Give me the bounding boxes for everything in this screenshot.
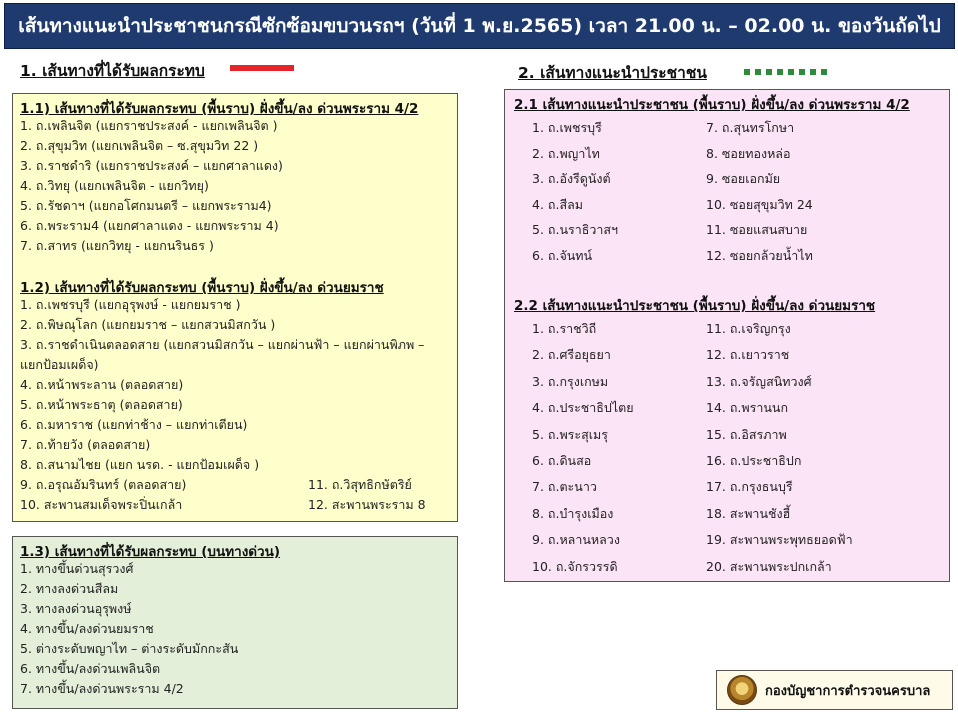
list-item: 11. ถ.วิสุทธิกษัตริย์	[308, 477, 412, 492]
list-item: 12. ซอยกล้วยน้ำไท	[706, 248, 813, 263]
list-item: 3. ทางลงด่วนอุรุพงษ์	[20, 601, 132, 616]
list-item: 14. ถ.พรานนก	[706, 400, 789, 416]
list-item: 17. ถ.กรุงธนบุรี	[706, 479, 793, 495]
list-item: 1. ถ.ราชวิถี	[532, 321, 597, 336]
list-item: 15. ถ.อิสรภาพ	[706, 426, 787, 442]
section-2-2-heading: 2.2 เส้นทางแนะนำประชาชน (พื้นราบ) ฝั่งขึ้น/ลง ด่วนยมราช	[514, 298, 876, 314]
section-1-heading: 1. เส้นทางที่ได้รับผลกระทบ	[20, 62, 205, 80]
list-item: 8. ถ.สนามไชย (แยก นรด. - แยกป้อมเผด็จ )	[20, 457, 260, 472]
list-item: 2. ถ.พญาไท	[532, 145, 600, 161]
list-item: 10. ซอยสุขุมวิท 24	[706, 196, 813, 212]
list-item: 13. ถ.จรัญสนิทวงศ์	[706, 373, 812, 389]
list-item: 8. ซอยทองหล่อ	[706, 145, 791, 161]
list-item: 4. ถ.สีลม	[532, 196, 583, 212]
list-item: 7. ทางขึ้น/ลงด่วนพระราม 4/2	[20, 681, 184, 696]
list-item: 9. ถ.หลานหลวง	[532, 532, 620, 548]
list-item: 7. ถ.ท้ายวัง (ตลอดสาย)	[20, 437, 151, 452]
list-item: 7. ถ.ตะนาว	[532, 479, 597, 495]
list-item: 3. ถ.ราชดำเนินตลอดสาย (แยกสวนมิสกวัน – แยกผ่านฟ้า – แยกผ่านพิภพ – แยกป้อมเผด็จ)	[20, 337, 425, 372]
list-item: 10. ถ.จักรวรรดิ	[532, 558, 618, 574]
list-item: 6. ถ.มหาราช (แยกท่าช้าง – แยกท่าเตียน)	[20, 417, 248, 432]
list-item: 20. สะพานพระปกเกล้า	[706, 558, 832, 574]
section-1-3-heading: 1.3) เส้นทางที่ได้รับผลกระทบ (บนทางด่วน)	[20, 544, 281, 560]
list-item: 2. ถ.ศรีอยุธยา	[532, 347, 611, 363]
footer-organization	[716, 670, 953, 710]
list-item: 11. ถ.เจริญกรุง	[706, 321, 791, 336]
list-item: 1. ทางขึ้นด่วนสุรวงศ์	[20, 561, 134, 576]
list-item: 11. ซอยแสนสบาย	[706, 222, 808, 238]
list-item: 9. ซอยเอกมัย	[706, 171, 781, 187]
police-seal-icon	[727, 675, 757, 705]
list-item: 19. สะพานพระพุทธยอดฟ้า	[706, 532, 853, 548]
list-item: 12. สะพานพระราม 8	[308, 497, 426, 512]
list-item: 1. ถ.เพลินจิต (แยกราชประสงค์ - แยกเพลินจิต )	[20, 118, 278, 133]
list-item: 3. ถ.ราชดำริ (แยกราชประสงค์ – แยกศาลาแดง)	[20, 158, 283, 173]
list-item: 8. ถ.บำรุงเมือง	[532, 505, 614, 521]
list-item: 7. ถ.สาทร (แยกวิทยุ - แยกนรินธร )	[20, 238, 214, 253]
section-1-2-heading: 1.2) เส้นทางที่ได้รับผลกระทบ (พื้นราบ) ฝั่งขึ้น/ลง ด่วนยมราช	[20, 280, 384, 296]
list-item: 2. ถ.พิษณุโลก (แยกยมราช – แยกสวนมิสกวัน )	[20, 317, 276, 332]
list-item: 3. ถ.อังรีดูนังต์	[532, 171, 611, 187]
list-item: 5. ถ.พระสุเมรุ	[532, 426, 608, 442]
list-item: 5. ต่างระดับพญาไท – ต่างระดับมักกะสัน	[20, 641, 239, 656]
list-item: 2. ถ.สุขุมวิท (แยกเพลินจิต – ซ.สุขุมวิท 22 )	[20, 138, 259, 153]
list-item: 12. ถ.เยาวราช	[706, 347, 790, 363]
list-item: 4. ถ.หน้าพระลาน (ตลอดสาย)	[20, 377, 184, 392]
section-2-1-heading: 2.1 เส้นทางแนะนำประชาชน (พื้นราบ) ฝั่งขึ้น/ลง ด่วนพระราม 4/2	[514, 97, 910, 113]
list-item: 7. ถ.สุนทรโกษา	[706, 120, 795, 135]
list-item: 1. ถ.เพชรบุรี (แยกอุรุพงษ์ - แยกยมราช )	[20, 297, 241, 312]
list-item: 6. ถ.ดินสอ	[532, 453, 592, 468]
list-item: 4. ทางขึ้น/ลงด่วนยมราช	[20, 621, 154, 636]
list-item: 10. สะพานสมเด็จพระปิ่นเกล้า	[20, 497, 183, 512]
page-title-bar	[4, 3, 955, 49]
list-item: 18. สะพานชังฮี้	[706, 505, 791, 521]
list-item: 6. ทางขึ้น/ลงด่วนเพลินจิต	[20, 661, 161, 676]
list-item: 4. ถ.ประชาธิปไตย	[532, 400, 634, 416]
page-title: เส้นทางแนะนำประชาชนกรณีซักซ้อมขบวนรถฯ (วันที่ 1 พ.ย.2565) เวลา 21.00 น. – 02.00 น. ของวันถัดไป	[18, 15, 941, 37]
list-item: 5. ถ.รัชดาฯ (แยกอโศกมนตรี – แยกพระราม4)	[20, 198, 272, 213]
section-2-heading: 2. เส้นทางแนะนำประชาชน	[518, 64, 707, 82]
list-item: 6. ถ.พระราม4 (แยกศาลาแดง - แยกพระราม 4)	[20, 218, 279, 233]
list-item: 1. ถ.เพชรบุรี	[532, 120, 602, 135]
list-item: 2. ทางลงด่วนสีลม	[20, 581, 119, 596]
list-item: 6. ถ.จันทน์	[532, 248, 593, 263]
list-item: 5. ถ.นราธิวาสฯ	[532, 222, 619, 238]
section-1-1-heading: 1.1) เส้นทางที่ได้รับผลกระทบ (พื้นราบ) ฝั่งขึ้น/ลง ด่วนพระราม 4/2	[20, 101, 419, 117]
list-item: 3. ถ.กรุงเกษม	[532, 373, 609, 389]
footer-org-name: กองบัญชาการตำรวจนครบาล	[765, 683, 931, 699]
list-item: 5. ถ.หน้าพระธาตุ (ตลอดสาย)	[20, 397, 183, 412]
list-item: 9. ถ.อรุณอัมรินทร์ (ตลอดสาย)	[20, 477, 187, 492]
affected-route-legend-line	[230, 65, 294, 71]
recommended-route-legend-dots	[744, 69, 827, 75]
list-item: 16. ถ.ประชาธิปก	[706, 453, 802, 468]
list-item: 4. ถ.วิทยุ (แยกเพลินจิต - แยกวิทยุ)	[20, 178, 209, 193]
